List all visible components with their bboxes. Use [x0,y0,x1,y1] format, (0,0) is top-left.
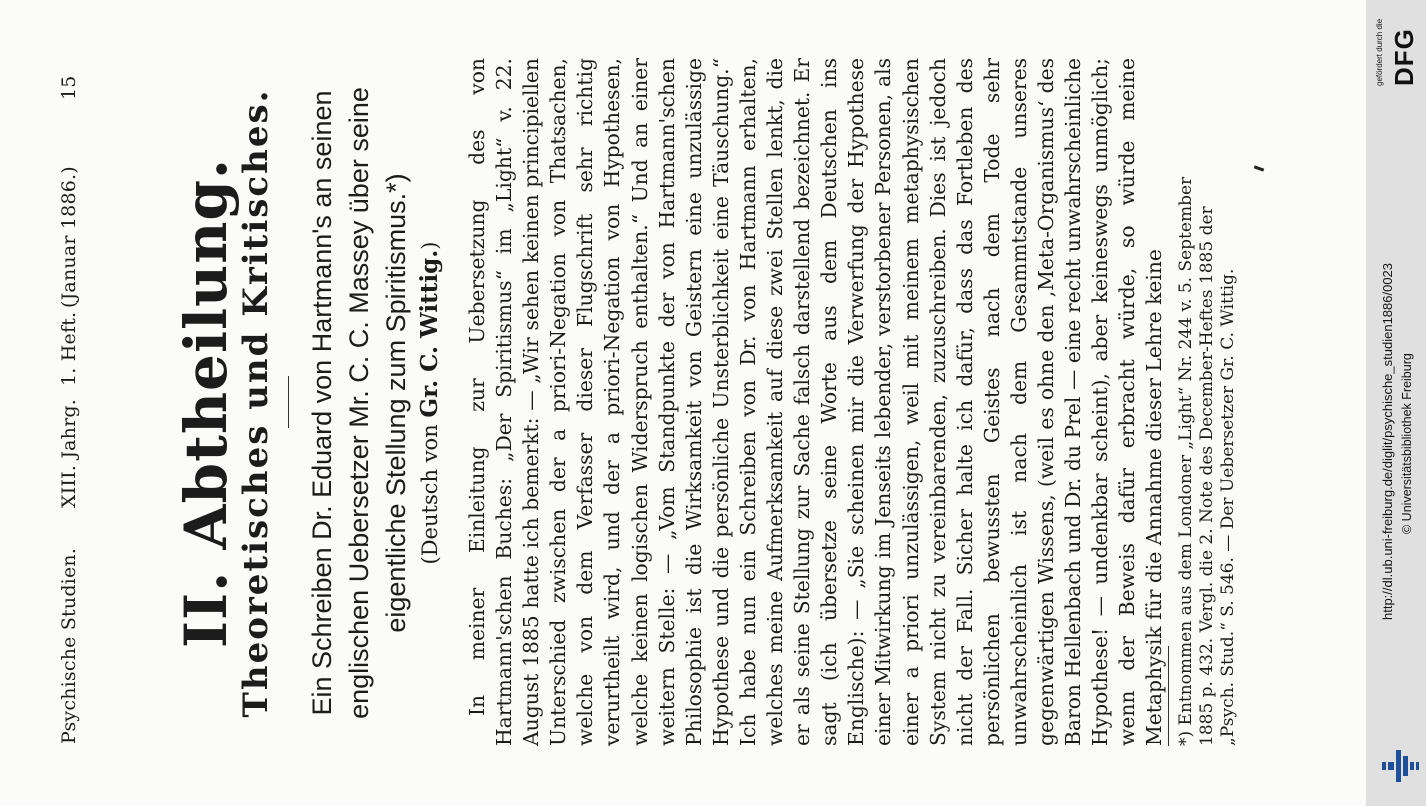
article-title-line-2: englischen Uebersetzer Mr. C. C. Massey über seine [344,87,374,719]
dfg-logo: DFG [1389,28,1419,86]
footnote-divider [1168,646,1169,746]
journal-name: Psychische Studien. [58,547,80,744]
article-body [464,58,1168,746]
footnote-line-1: *) Entnommen aus dem Londoner „Light“ Nr. 244 v. 5. September [1176,176,1196,746]
title-divider [288,376,289,428]
byline [416,0,443,806]
section-title: II. Abtheilung. [172,157,240,649]
copyright-notice: © Universitätsbibliothek Freiburg [1400,353,1414,534]
article-title-line-1: Ein Schreiben Dr. Eduard von Hartmann's an seinen [307,90,337,716]
issue-label: 1. Heft. [58,311,80,386]
footnote-line-3: „Psych. Stud.“ S. 546. — Der Uebersetzer Gr. C. Wittig. [1218,268,1238,746]
footnote-line-2: 1885 p. 432. Vergl. die 2. Note des December-Heftes 1885 der [1197,206,1217,746]
ub-freiburg-logo-icon [1378,746,1422,786]
ink-speck [1254,165,1264,171]
section-subtitle: Theoretisches und Kritisches. [236,88,276,718]
volume-label: XIII. Jahrg. [58,399,80,508]
byline-prefix: (Deutsch von [418,424,442,565]
viewer-sidebar [1366,0,1426,806]
body-paragraph: In meiner Einleitung zur Uebersetzung des von Hartmann'schen Buches: „Der Spiritismus“ im „Light“ v. 22. August 1885 hatte ich bemerkt: — „Wir sehen keinen principiellen Unterschied zwischen der a priori-Negation von Thatsachen, welche von dem Verfasser dieser Flugschrift sehr richtig verurtheilt wird, und der a priori-Negation von Hypothesen, welche keinen logischen Widerspruch enthalten.“ Und an einer weitern Stelle: — „Vom Standpunkte der von Hartmann'schen Philosophie ist die Wirksamkeit von Geistern eine unzulässige Hypothese und die persönliche Unsterblichkeit eine Täuschung.“ Ich habe nun ein Schreiben von Dr. von Hartmann erhalten, welches meine Aufmerksamkeit auf diese zwei Stellen lenkt, die er als seine Stellung zur Sache falsch darstellend bezeichnet. Er sagt (ich übersetze seine Worte aus dem Deutschen ins Englische): — „Sie scheinen mir die Verwerfung der Hypothese einer Mitwirkung im Jenseits lebender, verstorbener Personen, als einer a priori unzulässigen, weil mit meinem metaphysischen System nicht zu vereinbarenden, zuzuschreiben. Dies ist jedoch nicht der Fall. Sicher halte ich dafür, dass das Fortleben des persönlichen bewussten Geistes nach dem Tode sehr unwahrscheinlich ist nach dem Gesammtstande unseres gegenwärtigen Wissens, (weil es ohne den ‚Meta-Organismus‘ des Baron Hellenbach und Dr. du Prel — eine recht unwahrscheinliche Hypothese! — undenkbar scheint), aber keineswegs unmöglich; wenn der Beweis dafür erbracht würde, so würde meine Metaphysik für die Annahme dieser Lehre keine [465,58,1167,746]
byline-suffix: ) [418,241,442,250]
article-title-line-3: eigentliche Stellung zum Spiritismus.*) [381,173,411,633]
permalink-url[interactable]: http://dl.ub.uni-freiburg.de/diglit/psychische_studien1886/0023 [1380,262,1395,620]
funding-note: gefördert durch die [1375,18,1384,86]
translator-name: Gr. C. Wittig. [416,249,443,418]
page-number: 15 [58,75,80,100]
issue-date: (Januar 1886.) [58,166,80,308]
footnote [1176,58,1239,746]
